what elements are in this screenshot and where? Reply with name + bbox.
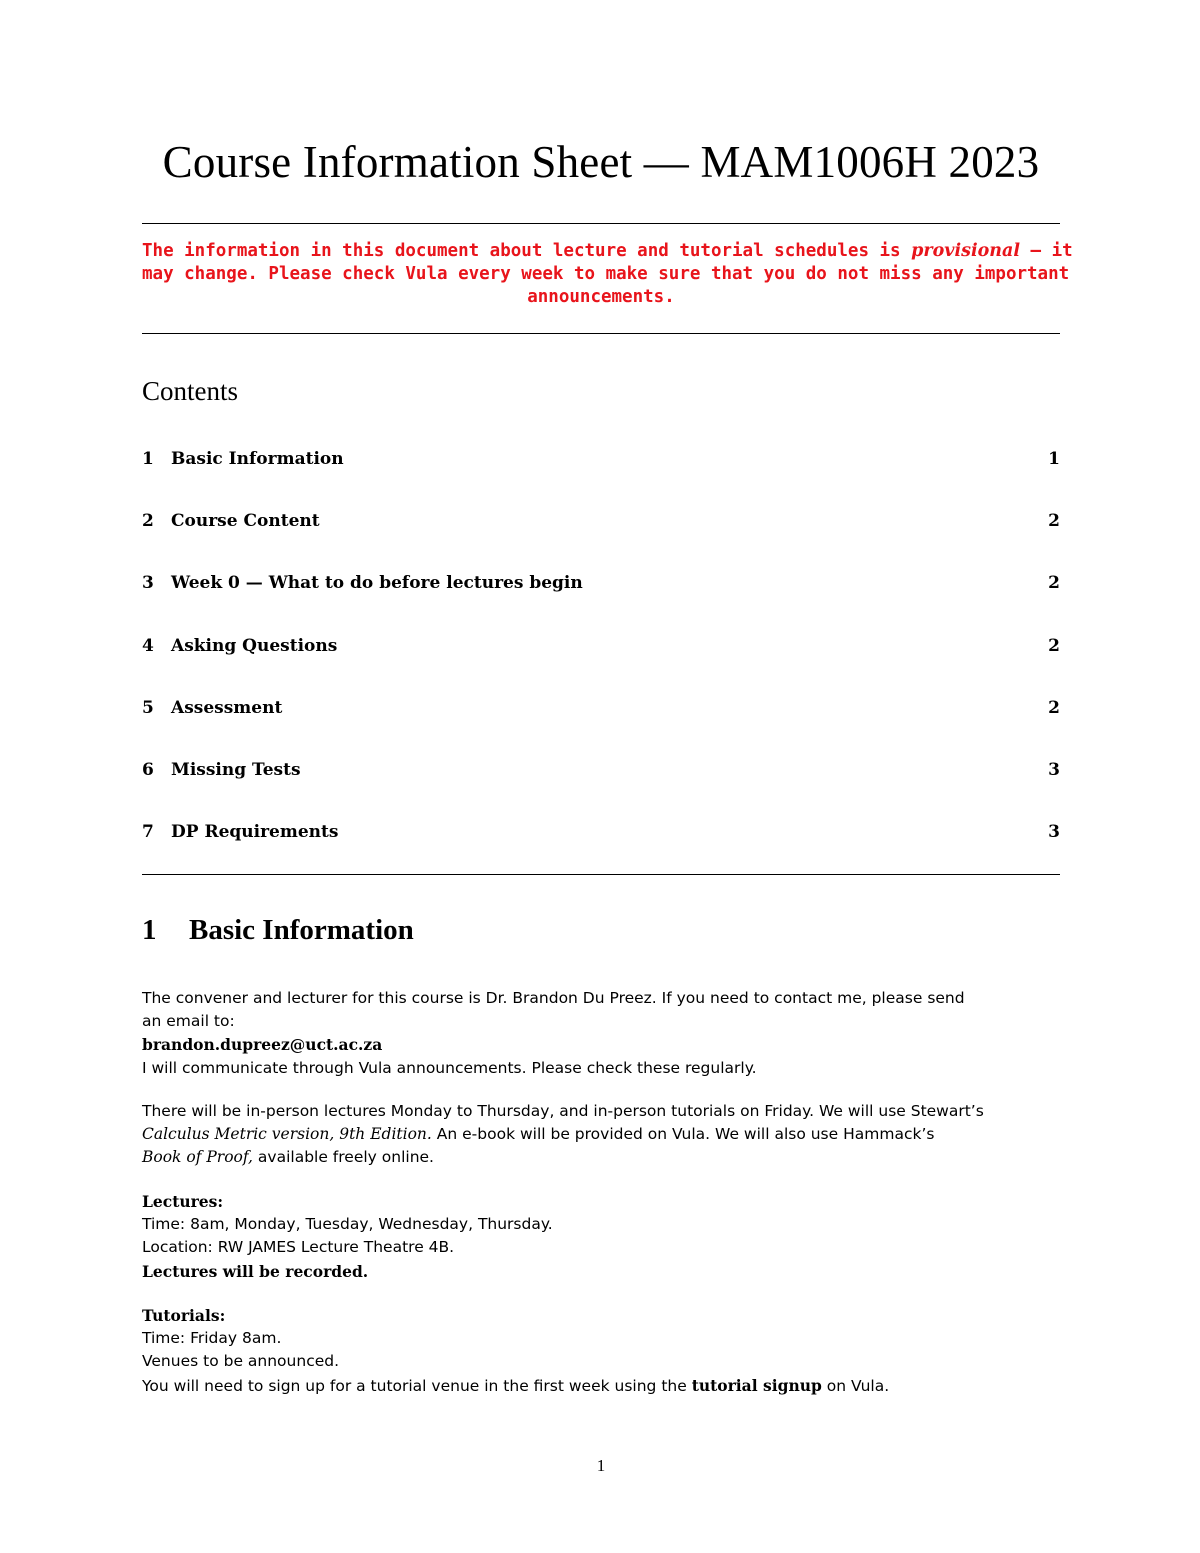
toc-entry[interactable] bbox=[142, 568, 1060, 630]
toc-page: 2 bbox=[1048, 573, 1060, 594]
tutorials-venues: Venues to be announced. bbox=[142, 1352, 340, 1371]
toc-label: Basic Information bbox=[171, 449, 344, 469]
contact-email[interactable]: brandon.dupreez@uct.ac.za bbox=[142, 1035, 383, 1055]
toc-label: Asking Questions bbox=[171, 635, 338, 656]
toc-number: 4 bbox=[142, 635, 154, 656]
toc-entry[interactable] bbox=[142, 693, 1060, 755]
notice-provisional-word: provisional bbox=[911, 241, 1020, 261]
tutorials-signup-b: on Vula. bbox=[826, 1376, 890, 1395]
section-number: 1 bbox=[142, 914, 157, 946]
toc-number: 5 bbox=[142, 697, 154, 718]
toc-number: 7 bbox=[142, 822, 154, 843]
notice-bottom-rule bbox=[142, 333, 1060, 334]
top-rule bbox=[142, 223, 1060, 224]
page-number: 1 bbox=[596, 1456, 606, 1475]
toc-entry[interactable] bbox=[142, 631, 1060, 693]
toc-number: 3 bbox=[142, 573, 154, 594]
tutorial-signup-link[interactable]: tutorial signup bbox=[691, 1375, 822, 1395]
document-page bbox=[142, 0, 1073, 1553]
tutorials-signup-a: You will need to sign up for a tutorial venue in the first week using the bbox=[142, 1376, 687, 1395]
tutorials-time: Time: Friday 8am. bbox=[142, 1329, 282, 1348]
section-title: Basic Information bbox=[189, 914, 414, 946]
contact-line1: The convener and lecturer for this course is Dr. Brandon Du Preez. If you need to contact me, please send bbox=[142, 989, 965, 1007]
toc-entry[interactable] bbox=[142, 444, 1060, 506]
textbook-calculus-title: Calculus Metric version, 9th Edition. bbox=[142, 1125, 432, 1144]
toc-entry[interactable] bbox=[142, 506, 1060, 568]
textbook-line2: An e-book will be provided on Vula. We will also use Hammack’s bbox=[436, 1125, 935, 1144]
toc-page: 3 bbox=[1048, 822, 1060, 843]
notice-line1-a: The information in this document about lecture and tutorial schedules is bbox=[142, 241, 901, 261]
toc-entry[interactable] bbox=[142, 755, 1060, 817]
toc-label: Week 0 — What to do before lectures begin bbox=[171, 573, 583, 594]
toc-page: 2 bbox=[1048, 697, 1060, 718]
toc-label: Missing Tests bbox=[171, 759, 301, 780]
contents-bottom-rule bbox=[142, 874, 1060, 875]
toc-label: DP Requirements bbox=[171, 822, 339, 843]
toc-page: 1 bbox=[1048, 449, 1060, 469]
notice-line3: announcements. bbox=[527, 287, 675, 307]
textbook-line3: available freely online. bbox=[257, 1148, 434, 1167]
contact-line2: an email to: bbox=[142, 1012, 235, 1031]
textbook-line1: There will be in-person lectures Monday to Thursday, and in-person tutorials on Friday. We will use Stewart’s bbox=[142, 1102, 984, 1120]
toc-label: Course Content bbox=[171, 511, 320, 532]
lectures-time: Time: 8am, Monday, Tuesday, Wednesday, Thursday. bbox=[142, 1215, 553, 1234]
textbook-paragraph bbox=[142, 1100, 1060, 1170]
toc-entry[interactable] bbox=[142, 817, 1060, 879]
contact-line4: I will communicate through Vula announcements. Please check these regularly. bbox=[142, 1058, 757, 1077]
tutorials-block bbox=[142, 1304, 1060, 1398]
toc-number: 1 bbox=[142, 449, 154, 469]
lectures-heading: Lectures: bbox=[142, 1192, 224, 1211]
toc-page: 3 bbox=[1048, 759, 1060, 780]
lectures-location: Location: RW JAMES Lecture Theatre 4B. bbox=[142, 1238, 455, 1257]
lectures-block bbox=[142, 1190, 1060, 1283]
notice-line2: may change. Please check Vula every week to make sure that you do not miss any important bbox=[142, 264, 1070, 284]
contents-heading: Contents bbox=[142, 376, 239, 406]
table-of-contents bbox=[142, 444, 1060, 879]
toc-label: Assessment bbox=[171, 697, 283, 718]
section-heading-basic-information bbox=[142, 914, 414, 947]
lectures-recorded: Lectures will be recorded. bbox=[142, 1261, 369, 1281]
contact-paragraph bbox=[142, 987, 1060, 1080]
toc-number: 2 bbox=[142, 511, 154, 532]
toc-number: 6 bbox=[142, 759, 154, 780]
provisional-notice bbox=[142, 240, 1073, 309]
toc-page: 2 bbox=[1048, 511, 1060, 532]
document-title: Course Information Sheet — MAM1006H 2023 bbox=[162, 137, 1040, 187]
notice-line1-b: — it bbox=[1030, 241, 1073, 261]
tutorials-heading: Tutorials: bbox=[142, 1306, 226, 1325]
toc-page: 2 bbox=[1048, 635, 1060, 656]
textbook-proof-title: Book of Proof, bbox=[142, 1148, 253, 1167]
